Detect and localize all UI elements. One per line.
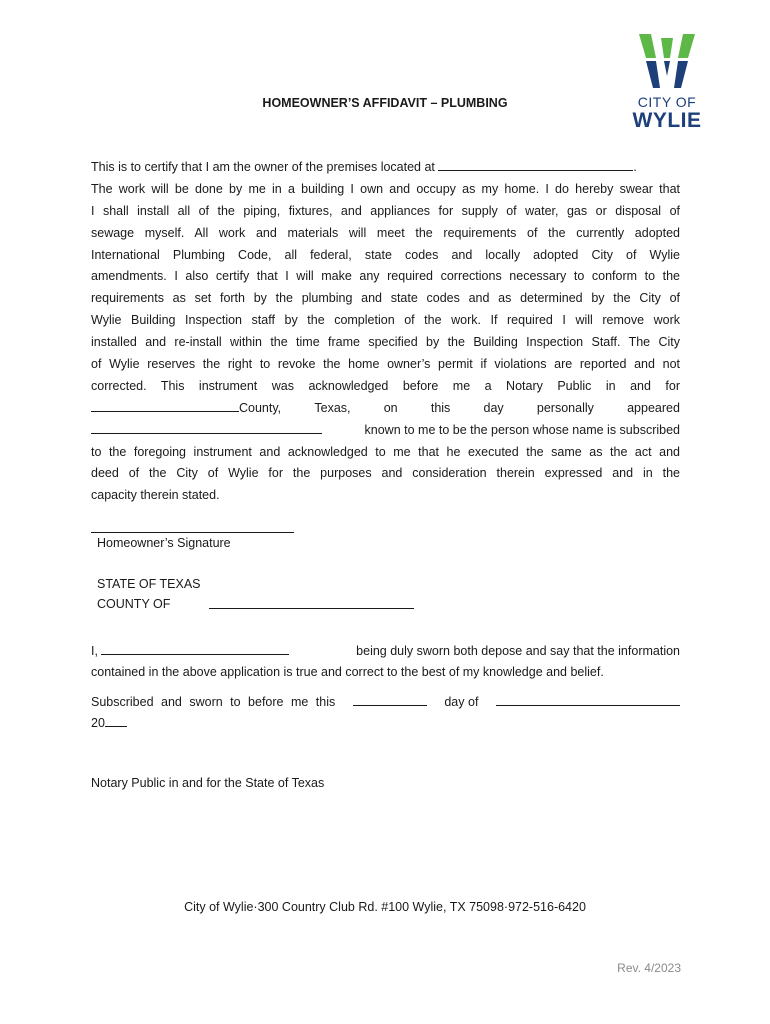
body-word: County, [239,400,282,415]
body-line: International Plumbing Code, all federal, state codes and locally adopted City of Wylie [91,247,680,262]
subscribed-text: Subscribed and sworn to before me this [91,695,336,709]
year-field[interactable] [105,714,127,727]
subscribed-line [91,692,680,713]
subscribed-paragraph [91,692,680,734]
body-word: personally [536,400,594,415]
appeared-name-field[interactable] [91,421,322,434]
body-line: deed of the City of Wylie for the purposes and consideration therein expressed and in the [91,466,680,481]
footer-address: City of Wylie·300 Country Club Rd. #100 Wylie, TX 75098·972-516-6420 [184,900,586,914]
state-label: STATE OF TEXAS [97,577,201,591]
body-line: of Wylie reserves the right to revoke the home owner’s permit if violations are reported and not [91,357,680,372]
revision-label: Rev. 4/2023 [617,961,681,975]
notary-label: Notary Public in and for the State of Texas [91,776,325,790]
wylie-w-logo-icon [637,32,697,92]
body-line: installed and re-install within the time frame specified by the Building Inspection Staff. The City [91,335,680,350]
body-line [91,157,680,179]
body-line: I shall install all of the piping, fixtures, and appliances for supply of water, gas or disposal of [91,203,680,218]
venue-block [97,574,201,614]
county-label: COUNTY OF [97,597,171,611]
logo-name-text: WYLIE [632,109,702,132]
affidavit-body [91,157,680,507]
body-line: amendments. I also certify that I will make any required corrections necessary to conform to the [91,269,680,284]
page-title: HOMEOWNER’S AFFIDAVIT – PLUMBING [262,96,508,110]
county-of-field[interactable] [209,608,414,609]
body-line: corrected. This instrument was acknowledged before me a Notary Public in and for [91,378,680,393]
homeowner-signature-label: Homeowner’s Signature [97,536,231,550]
homeowner-signature-field[interactable] [91,532,294,533]
logo-city-text: CITY OF [637,94,697,110]
oath-line: contained in the above application is true and correct to the best of my knowledge and belief. [91,665,604,679]
affiant-name-field[interactable] [101,642,289,655]
body-line-end: . [633,160,637,174]
oath-line [91,641,680,662]
body-line-text: known to me to be the person whose name is subscribed [364,422,680,437]
body-line-county [91,398,680,420]
month-field[interactable] [496,693,680,706]
body-word: this [430,400,451,415]
body-line: to the foregoing instrument and acknowledged to me that he executed the same as the act and [91,444,680,459]
year-line [91,713,680,734]
body-line-appeared [91,420,680,442]
body-line: sewage myself. All work and materials will meet the requirements of the currently adopted [91,225,680,240]
county-field[interactable] [91,399,239,412]
body-word: on [383,400,398,415]
day-field[interactable] [353,693,427,706]
oath-prefix: I, [91,644,98,658]
body-line-text: This is to certify that I am the owner of the premises located at [91,160,435,174]
oath-line-text: being duly sworn both depose and say that the information [356,644,680,658]
body-line: Wylie Building Inspection staff by the completion of the work. If required I will remove work [91,313,680,328]
body-word: day [483,400,504,415]
body-word: appeared [627,400,680,415]
city-logo [627,32,707,134]
body-word: Texas, [314,400,351,415]
body-line: requirements as set forth by the plumbing and state codes and as determined by the City of [91,291,680,306]
oath-paragraph [91,641,680,683]
year-prefix: 20 [91,716,105,730]
body-line: capacity therein stated. [91,488,220,503]
premises-address-field[interactable] [438,158,633,171]
body-line: The work will be done by me in a building I own and occupy as my home. I do hereby swear that [91,181,680,196]
day-of-text: day of [444,695,479,709]
